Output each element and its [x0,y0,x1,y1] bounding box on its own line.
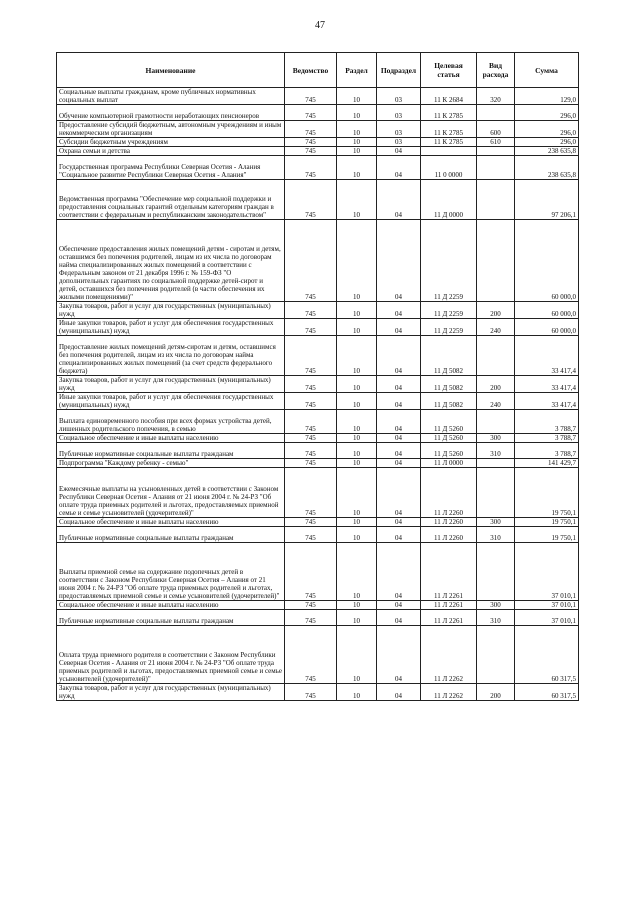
table-cell-section: 10 [337,393,377,410]
table-cell-target: 11 Д 5260 [421,410,477,434]
table-cell-section: 10 [337,684,377,701]
table-cell-dept: 745 [285,156,337,180]
table-cell-dept: 745 [285,147,337,156]
table-cell-dept: 745 [285,527,337,543]
table-row [57,393,579,410]
table-cell-sum: 3 788,7 [515,443,579,459]
table-cell-name: Социальное обеспечение и иные выплаты населению [57,518,285,527]
header-sum: Сумма [515,53,579,88]
table-cell-sum: 33 417,4 [515,376,579,393]
table-cell-type: 200 [477,684,515,701]
table-cell-subsection: 04 [377,180,421,220]
table-cell-name: Социальное обеспечение и иные выплаты населению [57,601,285,610]
table-cell-name: Закупка товаров, работ и услуг для государственных (муниципальных) нужд [57,302,285,319]
table-cell-section: 10 [337,443,377,459]
table-cell-dept: 745 [285,393,337,410]
table-row [57,121,579,138]
table-cell-section: 10 [337,610,377,626]
table-cell-subsection: 04 [377,527,421,543]
table-cell-section: 10 [337,319,377,336]
header-dept: Ведомство [285,53,337,88]
table-row [57,684,579,701]
table-cell-sum: 60 000,0 [515,319,579,336]
table-cell-sum: 33 417,4 [515,393,579,410]
table-cell-section: 10 [337,121,377,138]
table-cell-target: 11 К 2785 [421,121,477,138]
table-cell-section: 10 [337,410,377,434]
table-cell-target: 11 Д 5082 [421,336,477,376]
table-row [57,626,579,684]
table-cell-sum: 141 429,7 [515,459,579,468]
table-cell-name: Ежемесячные выплаты на усыновленных детей в соответствии с Законом Республики Северная Осетия - Алания от 21 июня 2004 г. № 24-РЗ "Об оплате труда приемных родителей и льготах, предоставляемых приемной семье и семье усыновителей (удочерителей)" [57,468,285,518]
table-cell-sum: 238 635,8 [515,147,579,156]
table-row [57,527,579,543]
table-cell-type: 600 [477,121,515,138]
table-cell-type: 610 [477,138,515,147]
table-cell-name: Ведомственная программа "Обеспечение мер социальной поддержки и предоставления социальных гарантий отдельным категориям граждан в соответствии с федеральным и республиканским законодательством" [57,180,285,220]
table-row [57,147,579,156]
table-row [57,468,579,518]
table-row [57,443,579,459]
table-row [57,410,579,434]
table-row [57,138,579,147]
table-cell-target: 11 К 2785 [421,138,477,147]
table-cell-section: 10 [337,88,377,105]
table-cell-name: Иные закупки товаров, работ и услуг для обеспечения государственных (муниципальных) нужд [57,393,285,410]
table-cell-subsection: 04 [377,518,421,527]
table-cell-name: Субсидии бюджетным учреждениям [57,138,285,147]
table-cell-section: 10 [337,518,377,527]
table-cell-section: 10 [337,138,377,147]
table-cell-name: Государственная программа Республики Северная Осетия - Алания "Социальное развитие Республики Северная Осетия - Алания" [57,156,285,180]
table-cell-sum: 238 635,8 [515,156,579,180]
table-cell-target: 11 Л 2261 [421,601,477,610]
table-cell-sum: 296,0 [515,138,579,147]
table-cell-type: 320 [477,88,515,105]
table-cell-subsection: 03 [377,121,421,138]
table-cell-target: 11 Д 2259 [421,302,477,319]
table-cell-name: Публичные нормативные социальные выплаты гражданам [57,527,285,543]
table-cell-target: 11 К 2785 [421,105,477,121]
table-cell-type [477,147,515,156]
table-cell-dept: 745 [285,468,337,518]
table-cell-section: 10 [337,626,377,684]
table-cell-name: Предоставление жилых помещений детям-сиротам и детям, оставшимся без попечения родителей, лицам из их числа по договорам найма специализированных жилых помещений (за счет средств федерального бюджета) [57,336,285,376]
table-row [57,543,579,601]
table-cell-target: 11 Л 2262 [421,626,477,684]
table-row [57,88,579,105]
table-cell-target: 11 Л 2260 [421,468,477,518]
table-cell-section: 10 [337,180,377,220]
table-cell-subsection: 04 [377,443,421,459]
table-cell-section: 10 [337,527,377,543]
table-row [57,459,579,468]
table-cell-section: 10 [337,543,377,601]
table-cell-name: Предоставление субсидий бюджетным, автономным учреждениям и иным некоммерческим организациям [57,121,285,138]
table-cell-dept: 745 [285,88,337,105]
table-row [57,156,579,180]
table-cell-section: 10 [337,336,377,376]
table-cell-name: Закупка товаров, работ и услуг для государственных (муниципальных) нужд [57,684,285,701]
table-row [57,319,579,336]
table-cell-type: 310 [477,527,515,543]
table-cell-dept: 745 [285,121,337,138]
table-cell-name: Публичные нормативные социальные выплаты гражданам [57,443,285,459]
table-cell-subsection: 04 [377,468,421,518]
table-cell-target: 11 0 0000 [421,156,477,180]
table-cell-target: 11 Л 2260 [421,518,477,527]
table-cell-section: 10 [337,434,377,443]
table-cell-sum: 129,0 [515,88,579,105]
table-cell-type: 310 [477,443,515,459]
table-cell-dept: 745 [285,319,337,336]
table-cell-sum: 19 750,1 [515,468,579,518]
table-cell-target: 11 Д 5260 [421,443,477,459]
table-cell-section: 10 [337,459,377,468]
table-cell-dept: 745 [285,434,337,443]
table-cell-name: Подпрограмма "Каждому ребенку - семью" [57,459,285,468]
table-row [57,220,579,302]
table-cell-type [477,336,515,376]
table-cell-target: 11 Л 2262 [421,684,477,701]
table-cell-subsection: 04 [377,601,421,610]
table-cell-section: 10 [337,105,377,121]
table-cell-subsection: 04 [377,684,421,701]
table-row [57,518,579,527]
table-cell-dept: 745 [285,443,337,459]
table-cell-section: 10 [337,156,377,180]
table-cell-section: 10 [337,468,377,518]
budget-table [56,52,579,701]
table-cell-dept: 745 [285,601,337,610]
table-cell-subsection: 04 [377,156,421,180]
table-cell-target: 11 Л 2261 [421,610,477,626]
table-row [57,601,579,610]
table-cell-sum: 37 010,1 [515,601,579,610]
table-cell-type [477,459,515,468]
table-cell-subsection: 04 [377,610,421,626]
table-cell-type [477,626,515,684]
table-cell-target [421,147,477,156]
table-cell-subsection: 04 [377,434,421,443]
table-cell-subsection: 04 [377,410,421,434]
table-cell-subsection: 03 [377,88,421,105]
page-number: 47 [315,20,325,31]
table-cell-sum: 3 788,7 [515,434,579,443]
table-cell-section: 10 [337,147,377,156]
header-subsection: Подраздел [377,53,421,88]
table-cell-target: 11 Л 2260 [421,527,477,543]
table-cell-target: 11 К 2684 [421,88,477,105]
table-cell-type: 240 [477,319,515,336]
table-cell-type: 300 [477,601,515,610]
table-cell-target: 11 Д 5260 [421,434,477,443]
table-row [57,376,579,393]
table-cell-dept: 745 [285,105,337,121]
table-cell-sum: 60 000,0 [515,220,579,302]
table-cell-subsection: 04 [377,543,421,601]
table-cell-target: 11 Д 2259 [421,319,477,336]
table-cell-dept: 745 [285,180,337,220]
table-cell-section: 10 [337,220,377,302]
table-cell-subsection: 04 [377,319,421,336]
table-cell-type [477,468,515,518]
table-cell-subsection: 04 [377,459,421,468]
table-cell-subsection: 04 [377,376,421,393]
table-cell-type: 300 [477,518,515,527]
table-cell-type [477,180,515,220]
table-cell-type: 240 [477,393,515,410]
table-cell-name: Иные закупки товаров, работ и услуг для обеспечения государственных (муниципальных) нужд [57,319,285,336]
header-target: Целевая статья [421,53,477,88]
table-row [57,610,579,626]
table-cell-dept: 745 [285,336,337,376]
table-cell-sum: 60 000,0 [515,302,579,319]
header-section: Раздел [337,53,377,88]
table-cell-name: Социальные выплаты гражданам, кроме публичных нормативных социальных выплат [57,88,285,105]
table-cell-sum: 19 750,1 [515,518,579,527]
table-cell-dept: 745 [285,543,337,601]
table-cell-type [477,156,515,180]
table-cell-name: Социальное обеспечение и иные выплаты населению [57,434,285,443]
table-cell-subsection: 04 [377,147,421,156]
header-type: Вид расхода [477,53,515,88]
table-cell-dept: 745 [285,684,337,701]
table-cell-target: 11 Л 0000 [421,459,477,468]
table-cell-name: Обучение компьютерной грамотности неработающих пенсионеров [57,105,285,121]
table-cell-dept: 745 [285,410,337,434]
table-cell-name: Обеспечение предоставления жилых помещений детям - сиротам и детям, оставшимся без попечения родителей, лицам из их числа по договорам найма специализированных жилых помещений в соответствии с Федеральным законом от 21 декабря 1996 г. № 159-ФЗ "О дополнительных гарантиях по социальной поддержке детей-сирот и детей, оставшихся без попечения родителей (в части обеспечения их жилыми помещениями)" [57,220,285,302]
table-row [57,336,579,376]
table-cell-section: 10 [337,601,377,610]
table-cell-subsection: 03 [377,105,421,121]
table-cell-dept: 745 [285,626,337,684]
table-cell-type [477,105,515,121]
table-cell-target: 11 Л 2261 [421,543,477,601]
table-cell-sum: 37 010,1 [515,543,579,601]
table-cell-sum: 3 788,7 [515,410,579,434]
table-cell-type [477,220,515,302]
table-cell-sum: 60 317,5 [515,626,579,684]
table-cell-section: 10 [337,376,377,393]
table-cell-type: 200 [477,376,515,393]
table-cell-dept: 745 [285,220,337,302]
table-cell-type: 200 [477,302,515,319]
table-row [57,302,579,319]
table-cell-subsection: 04 [377,220,421,302]
table-cell-type [477,543,515,601]
table-cell-dept: 745 [285,138,337,147]
table-row [57,180,579,220]
table-cell-name: Выплаты приемной семье на содержание подопечных детей в соответствии с Законом Республики Северная Осетия – Алания от 21 июня 2004 г. № 24-РЗ "Об оплате труда приемных родителей и льготах, предоставляемых приемной семье и семье усыновителей (удочерителей)" [57,543,285,601]
table-cell-sum: 97 206,1 [515,180,579,220]
table-cell-name: Охрана семьи и детства [57,147,285,156]
table-cell-dept: 745 [285,459,337,468]
table-cell-dept: 745 [285,518,337,527]
table-cell-subsection: 03 [377,138,421,147]
table-row [57,434,579,443]
table-cell-target: 11 Д 0000 [421,180,477,220]
table-cell-target: 11 Д 5082 [421,393,477,410]
table-cell-subsection: 04 [377,302,421,319]
table-cell-section: 10 [337,302,377,319]
table-cell-name: Выплата единовременного пособия при всех формах устройства детей, лишенных родительского попечения, в семью [57,410,285,434]
table-cell-sum: 296,0 [515,105,579,121]
table-cell-sum: 33 417,4 [515,336,579,376]
table-cell-subsection: 04 [377,336,421,376]
table-cell-dept: 745 [285,302,337,319]
table-row [57,105,579,121]
table-cell-target: 11 Д 5082 [421,376,477,393]
table-cell-type: 300 [477,434,515,443]
table-cell-type: 310 [477,610,515,626]
header-name: Наименование [57,53,285,88]
table-cell-sum: 37 010,1 [515,610,579,626]
table-cell-target: 11 Д 2259 [421,220,477,302]
table-cell-name: Публичные нормативные социальные выплаты гражданам [57,610,285,626]
table-cell-type [477,410,515,434]
table-cell-sum: 296,0 [515,121,579,138]
table-cell-name: Закупка товаров, работ и услуг для государственных (муниципальных) нужд [57,376,285,393]
table-cell-subsection: 04 [377,393,421,410]
table-cell-subsection: 04 [377,626,421,684]
table-cell-dept: 745 [285,610,337,626]
table-header-row [57,53,579,88]
table-cell-sum: 19 750,1 [515,527,579,543]
table-cell-name: Оплата труда приемного родителя в соответствии с Законом Республики Северная Осетия - Алания от 21 июня 2004 г. № 24-РЗ "Об оплате труда приемных родителей и льготах, предоставляемых приемной семье и семье усыновителей (удочерителей)" [57,626,285,684]
table-cell-dept: 745 [285,376,337,393]
table-cell-sum: 60 317,5 [515,684,579,701]
